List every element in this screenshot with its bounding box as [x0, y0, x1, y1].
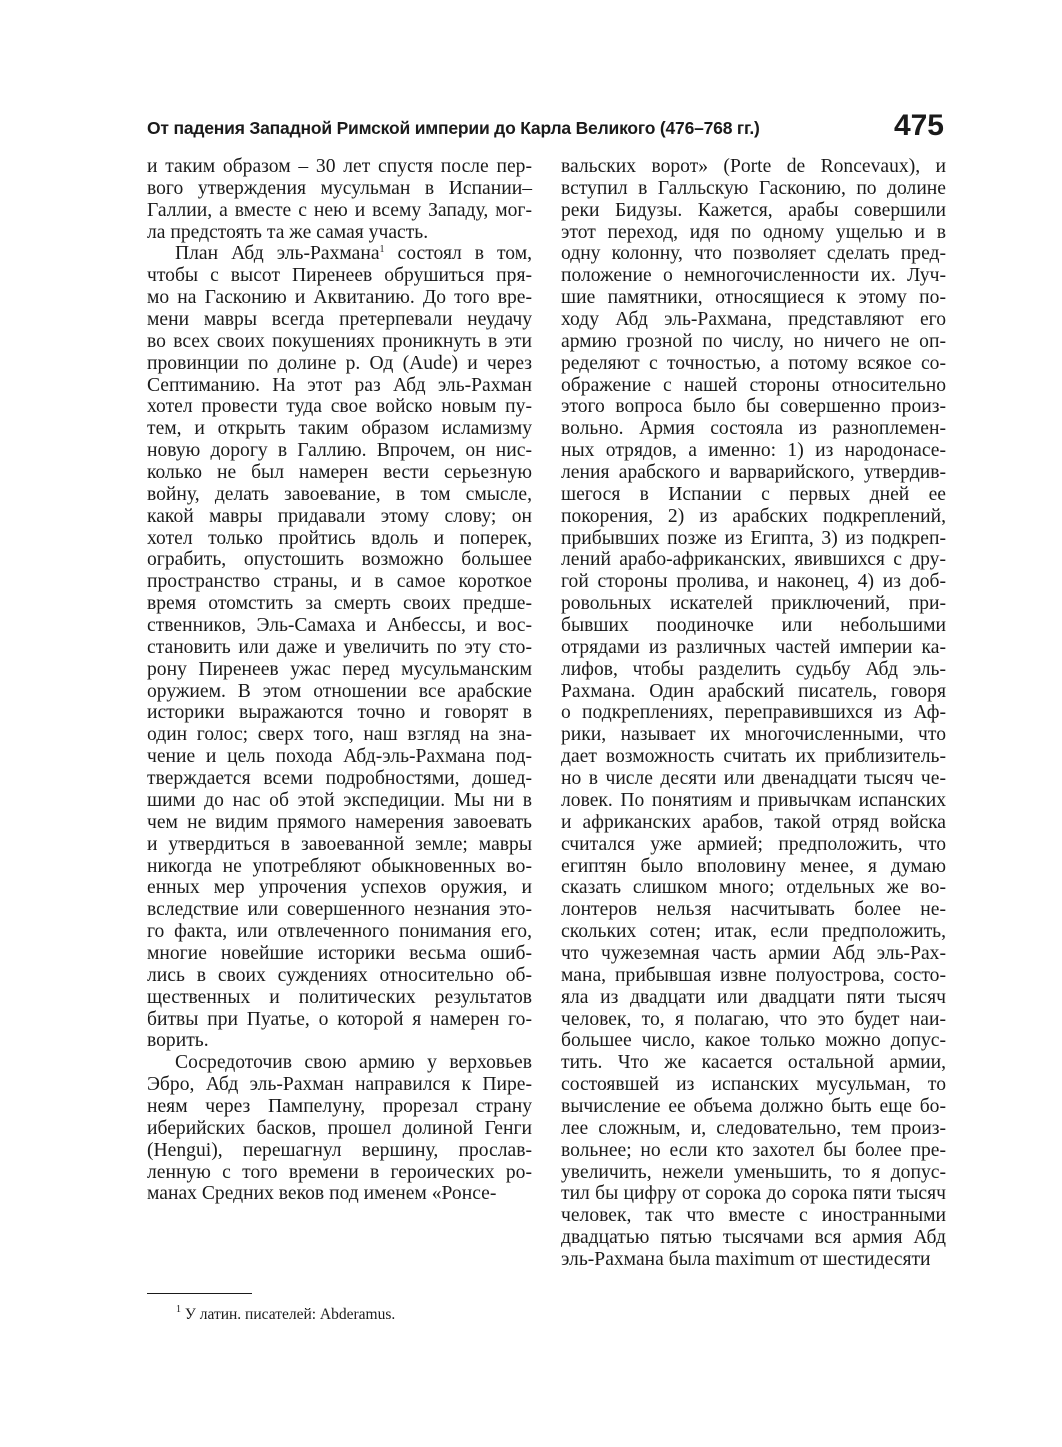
text-line: человек, то, я полагаю, что это будет наи- [561, 1008, 946, 1030]
text-line: хотел только пройтись вдоль и поперек, [147, 527, 532, 549]
text-line: оружием. В этом отношении все арабские [147, 680, 532, 702]
text-line: вольнее; но если кто захотел бы более пре- [561, 1139, 946, 1161]
footnote-separator [147, 1293, 252, 1294]
text-line: чем не видим прямого намерения завоевать [147, 811, 532, 833]
text-line: о подкреплениях, переправившихся из Аф- [561, 702, 946, 724]
text-line: ворить. [147, 1030, 209, 1052]
left-column [147, 156, 532, 1205]
text-line: гой стороны пролива, и наконец, 4) из доб- [561, 571, 946, 593]
text-line: новую дорогу в Галлию. Впрочем, он нис- [147, 440, 532, 462]
text-line: скольких сотен; итак, если предположить, [561, 921, 946, 943]
page-number: 475 [893, 109, 944, 142]
text-line: историки выражаются точно и говорят в [147, 702, 532, 724]
text-line: вступил в Галльскую Гасконию, по долине [561, 177, 946, 199]
text-line: время отомстить за смерть своих предше- [147, 593, 532, 615]
text-line: ровольных искателей приключений, при- [561, 593, 946, 615]
text-line: ределяют с точностью, а потому всякое со- [561, 352, 946, 374]
footnote-marker: 1 [176, 1304, 181, 1315]
text-line: ограбить, опустошить возможно большее [147, 549, 532, 571]
text-line: вольно. Армия состояла из разноплемен- [561, 418, 946, 440]
text-line: увеличить, нежели уменьшить, то я допус- [561, 1161, 946, 1183]
text-line: чтобы с высот Пиренеев обрушиться пря- [147, 265, 532, 287]
text-line: ленную с того времени в героических ро- [147, 1161, 532, 1183]
text-line: го факта, или отвлеченного понимания его, [147, 921, 532, 943]
text-line: состоявшей из испанских мусульман, то [561, 1074, 946, 1096]
text-line: тить. Что же касается остальной армии, [561, 1052, 946, 1074]
text-line: сказать слишком много; отдельных же во- [561, 877, 946, 899]
running-head [147, 110, 947, 150]
text-line: Рахмана. Один арабский писатель, говоря [561, 680, 946, 702]
text-line: манах Средних веков под именем «Ронсе- [147, 1183, 497, 1205]
text-line: лонтеров нельзя насчитывать более не- [561, 899, 946, 921]
text-line: египтян было вполовину менее, я думаю [561, 855, 946, 877]
text-line: рону Пиренеев ужас перед мусульманским [147, 658, 532, 680]
text-line: ления арабского и варварийского, утвердив- [561, 462, 946, 484]
text-line: Септиманию. На этот раз Абд эль-Рахман [147, 374, 532, 396]
footnote-text: У латин. писателей: Abderamus. [181, 1306, 396, 1323]
text-line: один голос; сверх того, наш взгляд на зна- [147, 724, 532, 746]
text-line: вследствие или совершенного незнания это- [147, 899, 532, 921]
text-line: тем, и открыть таким образом исламизму [147, 418, 532, 440]
text-line: армию грозной по числу, но ничего не оп- [561, 330, 946, 352]
text-line: провинции по долине р. Од (Aude) и через [147, 352, 532, 374]
text-line: шие памятники, относящиеся к этому по- [561, 287, 946, 309]
text-line: этот переход, идя по одному ущелью и в [561, 221, 946, 243]
text-line: щественных и политических результатов [147, 986, 532, 1008]
text-line: чение и цель похода Абд-эль-Рахмана под- [147, 746, 532, 768]
text-line: реки Бидузы. Кажется, арабы совершили [561, 199, 946, 221]
text-line: бывших поодиночке или небольшими [561, 615, 946, 637]
text-line: человек, так что вместе с иностранными [561, 1205, 946, 1227]
running-title: От падения Западной Римской империи до Карла Великого (476–768 гг.) [147, 118, 760, 138]
text-line: (Hengui), перешагнул вершину, прослав- [147, 1139, 532, 1161]
text-line: войну, делать завоевание, в том смысле, [147, 483, 532, 505]
text-line: шими до нас об этой экспедиции. Мы ни в [147, 789, 532, 811]
text-line: лее сложным, и, следовательно, тем произ- [561, 1117, 946, 1139]
text-line: дает возможность считать их приблизитель- [561, 746, 946, 768]
text-line: ображение с нашей стороны относительно [561, 374, 946, 396]
text-line: какой мавры придавали этому слову; он [147, 505, 532, 527]
text-line: и утвердиться в завоеванной земле; мавры [147, 833, 532, 855]
text-line: ственников, Эль-Самаха и Анбессы, и вос- [147, 615, 532, 637]
text-line: ходу Абд эль-Рахмана, представляют его [561, 309, 946, 331]
text-line: ла предстоять та же самая участь. [147, 221, 429, 243]
footnote-ref: 1 [379, 244, 385, 256]
text-line: положение о немногочисленности их. Луч- [561, 265, 946, 287]
text-line: рики, называет их многочисленными, что [561, 724, 946, 746]
text-line: лись в своих суждениях относительно об- [147, 964, 532, 986]
text-line: мо на Гасконию и Аквитанию. До того вре- [147, 287, 532, 309]
text-line: лифов, чтобы разделить судьбу Абд эль- [561, 658, 946, 680]
text-line: битвы при Пуатье, о которой я намерен го- [147, 1008, 532, 1030]
text-line: хотел провести туда свое войско новым пу- [147, 396, 532, 418]
text-line: План Абд эль-Рахмана$^1$ состоял в том, [175, 243, 533, 265]
text-line: одну колонну, что позволяет сделать пред- [561, 243, 946, 265]
text-fragment: состоял в том, [384, 243, 533, 265]
text-line: Эбро, Абд эль-Рахман направился к Пире- [147, 1074, 532, 1096]
text-line: отрядами из различных частей империи ка- [561, 636, 946, 658]
text-line: колько не был намерен вести серьезную [147, 462, 532, 484]
text-line: Сосредоточив свою армию у верховьев [175, 1052, 532, 1074]
text-line: вого утверждения мусульман в Испании– [147, 177, 532, 199]
text-line: что чужеземная часть армии Абд эль-Рах- [561, 942, 946, 964]
text-line: лений арабо-африканских, явившихся с дру- [561, 549, 946, 571]
text-line: во всех своих покушениях проникнуть в эти [147, 330, 532, 352]
right-column [561, 156, 946, 1271]
text-line: тверждается всеми подробностями, дошед- [147, 768, 532, 790]
text-line: пространство страны, и в самое короткое [147, 571, 532, 593]
footnote [176, 1306, 395, 1324]
text-line: мана, прибывшая извне полуострова, состо- [561, 964, 946, 986]
text-line: яла из двадцати или двадцати пяти тысяч [561, 986, 946, 1008]
text-line: неям через Пампелуну, прорезал страну [147, 1095, 532, 1117]
text-line: шегося в Испании с первых дней ее [561, 483, 946, 505]
text-line: этого вопроса было бы совершенно произ- [561, 396, 946, 418]
text-line: вальских ворот» (Porte de Roncevaux), и [561, 156, 946, 177]
text-line: эль-Рахмана была maximum от шестидесяти [561, 1248, 931, 1270]
text-line: тил бы цифру от сорока до сорока пяти тысяч [561, 1183, 946, 1205]
text-line: вычисление ее объема должно быть еще бо- [561, 1095, 946, 1117]
text-line: и таким образом – 30 лет спустя после пер- [147, 156, 532, 177]
text-line: покорения, 2) из арабских подкреплений, [561, 505, 946, 527]
text-line: становить или даже и увеличить по эту сто- [147, 636, 532, 658]
text-line: ловек. По понятиям и привычкам испанских [561, 789, 946, 811]
text-line: мени мавры всегда претерпевали неудачу [147, 309, 532, 331]
text-line: прибывших позже из Египта, 3) из подкреп- [561, 527, 946, 549]
text-line: двадцатью пятью тысячами вся армия Абд [561, 1227, 946, 1249]
text-line: считался уже армией; предположить, что [561, 833, 946, 855]
text-line: и африканских арабов, такой отряд войска [561, 811, 946, 833]
text-line: многие новейшие историки весьма ошиб- [147, 942, 532, 964]
text-line: енных мер упрочения успехов оружия, и [147, 877, 532, 899]
text-line: большее число, какое только можно допус- [561, 1030, 946, 1052]
text-line: Галлии, а вместе с нею и всему Западу, мог- [147, 199, 532, 221]
text-line: но в числе десяти или двенадцати тысяч че- [561, 768, 946, 790]
text-line: никогда не употребляют обыкновенных во- [147, 855, 532, 877]
text-line: иберийских басков, прошел долиной Генги [147, 1117, 532, 1139]
text-line: ных отрядов, а именно: 1) из народонасе- [561, 440, 946, 462]
